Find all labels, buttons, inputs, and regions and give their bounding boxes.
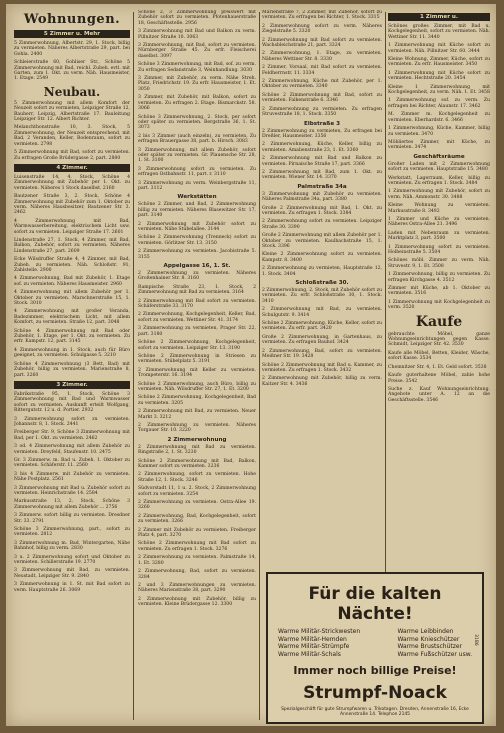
ad-items xyxy=(268,624,482,658)
category-band: 4 Zimmer. xyxy=(14,164,130,172)
subheading: Elbstraße 3 xyxy=(304,120,340,127)
classified-ad: 3 Zimmerwohnung, mit allem Zubehör, sofort oder später zu vermieten. Gr. Plauensche Str. 28, 1. St. 3100 xyxy=(138,147,256,164)
column-3 xyxy=(262,10,382,566)
classified-ad: 4 Zimmerwohnung mit allem Zubehör per 1. Oktober zu vermieten. Marschnerstraße 15, 1. Stock. 3010 xyxy=(14,290,130,307)
classified-ad: Kleine 1 Zimmerwohnung mit Kochgelegenheit, zu verm. Näh. 1. Et. 3458 xyxy=(388,84,490,96)
classified-ad: 2 Zimmerwohnung, Bad, sofort zu vermieten. 3284 xyxy=(138,569,256,580)
classified-ad: Schönes großes Zimmer, mit Bad u. Kochgelegenheit, sofort zu vermieten. Näh. Wettiner Str. 11. 3440 xyxy=(388,24,490,40)
classified-ad: 2 Zimmer, Vorsaal, mit Bad sofort zu vermieten. Feldherrnstr. 11. 3334 xyxy=(262,65,382,76)
classified-ad: Möbliertes Zimmer, mit Küche, zu vermieten. 3474 xyxy=(388,139,490,151)
classified-ad: Rampische Straße 23, 1. Stock, 2 Zimmerwohnung mit Bad zu vermieten. 3164 xyxy=(138,284,256,296)
classified-ad: 2 Zimmerwohnung mit Bad, zu vermieten. Neuer Markt 3. 3212 xyxy=(138,409,256,420)
classified-ad: Schleierstraße 60, Gohliser Str., Schöne 5 Zimmerwohnung mit Bad, reichl. Zubeh. evtl. mit Garten, zum 1. Okt. zu verm. Näh. Hausmeister, 1. Etage. 2549 xyxy=(14,60,130,82)
classified-ad: 3 od. 4 Zimmerwohnung mit allem Zubehör zu vermieten. Dreyfeld, Staufenstr. 10. 2475 xyxy=(14,444,130,455)
classified-ad: Kleine Wohnung zu vermieten. Markusstraße 8. 3492 xyxy=(388,203,490,214)
classified-ad: Zimmer mit Küche, ab 1. Oktober zu vermieten. 3516 xyxy=(388,286,490,297)
classified-ad: Schöne 4 Zimmerwohnung mit Bad oder Zubehör, 1. Etage, per 1. Okt. zu vermieten. Zu erfr. Kampstr. 12, part. 3145 xyxy=(14,328,130,345)
ad-list xyxy=(262,129,382,181)
classified-ad: Fabrikstraße 95, 1. Stock, Schöne 3 Zimmerwohnung mit Bad und Warmwasser sofort zu vermieten. Auskunft erteilt Wolfgang, Rittergutstr. 12 u. d. Portier. 2932 xyxy=(14,391,130,414)
classified-ad: 1 Zimmerwohnung mit Küche sofort zu vermieten. Näh. Pillnitzer Str. 60. 3444 xyxy=(388,43,490,54)
ad-list xyxy=(388,162,490,311)
classified-ad: Marienstraße 7, 2 Zimmer, mit Zubehör, sofort zu vermieten. Zu erfragen bei Richter, 1. Stock. 3315 xyxy=(262,10,382,21)
subheading: Appelgasse 16, 1. St. xyxy=(163,263,231,270)
classified-ad: Schöne 2 Zimmerwohnung, Kochgelegenheit, sofort zu vermieten. Leipziger Str. 13. 3190 xyxy=(138,340,256,351)
classified-ad: 1 Zimmerwohnung mit Kochgelegenheit zu verm. 3520 xyxy=(388,299,490,311)
ad-list xyxy=(14,41,130,82)
classified-ad: Große 2 Zimmerwohnung mit allem Zubehör per 1. Oktober zu vermieten. Kaulbachstraße 15, 1. Stock. 3396 xyxy=(262,233,382,249)
classified-ad: Schöne 2 Zimmer, und Bad, 2 Zimmerwohnung billig zu vermieten. Näheres Blasewitzer Str. 17, part. 3140 xyxy=(138,202,256,219)
classified-ad: Schöne 2 Zimmerwohnung mit Bad sofort zu vermieten. Zu erfragen 1. Stock. 3276 xyxy=(138,541,256,552)
classified-ad: Große 2 Zimmerwohnung, in Gartenhaus, zu vermieten. Zu erfragen Bauhof. 3424 xyxy=(262,334,382,346)
classified-ad: 5 Zimmerwohnung mit Bad, sofort zu vermieten. Zu erfragen Große Brüdergasse 2, part. 2880 xyxy=(14,150,130,161)
column-rule xyxy=(133,12,134,720)
classified-ad: Bautzener Straße 3, 2. Stock, Schöne 4 Zimmerwohnung mit Zubehör zum 1. Oktober zu verm. Näheres Hausbesitzer, Bautzener Str. 3. 2462 xyxy=(14,194,130,216)
classified-ad: Chemnitzer Str. 4, 1. Et. Geld sofort. 3538 xyxy=(388,364,487,370)
classified-ad: 3 Zimmerwohnung zu verm. Weinbergstraße 11, part. 3112 xyxy=(138,180,256,191)
classified-ad: 2 Zimmerwohnung zu vermieten. Näheres Torgauer Str. 10. 3220 xyxy=(138,422,256,434)
classified-ad: 2 Zimmerwohnung sofort zu vermieten. Leipziger Straße 30. 3390 xyxy=(262,219,382,230)
ad-items-left xyxy=(278,628,360,658)
classified-ad: Südvorstadt 11, 1 u. 2. Stock, 2 Zimmerwohnung sofort zu vermieten. 3254 xyxy=(138,486,256,497)
ad-company-name: Strumpf-Noack xyxy=(303,683,447,703)
classified-ad: Kaufe alle Möbel, Betten, Kleider, Wäsche, sofort Kasse. 3534 xyxy=(388,350,490,362)
kaufe-heading: Kaufe xyxy=(415,313,463,330)
classified-ad: 3 Zimmer, mit Zubehör, zu verm. Nähe Streh. Platz, Friedrichstr. 19. Zu erfr. Hausmeister, 1. Et. 3050 xyxy=(138,76,256,92)
ad-item: Warme Leibbinden xyxy=(397,628,454,635)
classified-ad: M. Zimmer m. Kochgelegenheit zu vermieten. Eberhardstr. 6. 3466 xyxy=(388,112,490,123)
classified-ad: gebrauchte Möbel, ganze Wohnungseinrichtungen gegen Kasse. Schmidt, Leipziger Str. 42. 3530 xyxy=(388,331,490,348)
classified-ad: 3 Zimmerwohnung m. Bad, Wintergarten, Nähe Bahnhof, billig zu verm. 2830 xyxy=(14,540,130,552)
classified-ad: Schöne 2 Zimmerwohnung in Striesen zu vermieten. Stübelplatz 5. 3191 xyxy=(138,353,256,365)
classified-ad: 2 Zimmerwohnung zu vermieten. Zu erfragen Struvestraße 18, 1. Stock. 3350 xyxy=(262,106,382,118)
classified-ad: Gr. 3 Zimmerw. m. Bad u. Zubeh. 1. Oktober zu vermieten. Schäferstr. 11. 2560 xyxy=(14,457,130,469)
classified-ad: 2 Zimmerwohnung, Kochgelegenheit, Keller, Bad, sofort zu vermieten. Wettiner Str. 41. 3174 xyxy=(138,312,256,323)
classified-ad: 3 Zimmerwohnung mit Bad u. Zubehör sofort zu vermieten. Heinrichstraße 14. 2584 xyxy=(14,485,130,496)
classified-ad: 2 Zimmerwohnung mit Bad sofort zu vermieten. Wachsbleichstraße 21, part. 3324 xyxy=(262,37,382,49)
classified-ad: 3 Zimmerwohnung mit Zubehör zu vermieten. Näheres Palmstraße 34a, part. 3380 xyxy=(262,191,382,203)
ad-list xyxy=(138,271,256,434)
classified-ad: Laden mit Nebenraum zu vermieten. Marktplatz 3, part. 3500 xyxy=(388,230,490,242)
classified-ad: 2 Zimmerwohnung mit Keller zu vermieten. Trompeterstr. 16. 3194 xyxy=(138,367,256,379)
ad-list xyxy=(388,332,490,403)
subheading: Werkstätten xyxy=(177,194,217,201)
classified-ad: Kaufe guterhaltene Möbel, zahle hohe Preise. 3542 xyxy=(388,373,490,384)
classified-ad: 2 Zimmerwohnung mit Bad, zu vermieten. Schulgutstr. 9. 3414 xyxy=(262,307,382,318)
classified-ad: 2 Zimmerwohnung mit Bad, zum 1. Okt. zu vermieten. Wiener Str. 14. 3370 xyxy=(262,169,382,181)
classified-ad: 2 Zimmerwohnung zu vermieten. Jacobistraße 5. 3155 xyxy=(138,249,256,260)
classified-ad: Schöne 2, 3 Zimmerwohnung preiswert mit Zubehör sofort zu vermieten. Pfotenhauerstraße 18, Geschäftsstelle. 2956 xyxy=(138,10,256,26)
ad-list xyxy=(138,445,256,608)
classified-ad: 5 Zimmerwohnung mit allem Komfort der Neuzeit sofort zu vermieten, Leipziger Straße 12, Bauherr, Leipzig, Albertstraße 17. Bauleitung Leipziger Str. 12. Albert Richter. xyxy=(14,100,130,123)
classified-ad: Schöne 2 Zimmerwohnung mit Bad, Balkon, Kammer sofort zu vermieten. 3236 xyxy=(138,458,256,469)
column-rule xyxy=(259,12,260,720)
classified-ad: 1 Zimmerwohnung sof. zu verm. Zu erfragen bei Richter, Alaunstr. 17. 3462 xyxy=(388,98,490,109)
classified-ad: 1 Zimmer und Küche zu vermieten. Näheres Ostra-Allee 21. 3496 xyxy=(388,216,490,228)
classified-ad: Schöne 2 Zimmerwohnung, auch Büro, billig zu vermieten. Näh. Wilsdruffer Str. 27, 1. Et. 3200 xyxy=(138,381,256,392)
classified-ad: 2 Zimmerwohnung, Bad, sofort zu vermieten. Meißner Str. 19. 3428 xyxy=(262,348,382,360)
ad-items-right xyxy=(397,628,472,658)
classified-ad: 2 Zimmerwohnung mit Zubehör sofort zu vermieten. Nähe Stübelallee. 3144 xyxy=(138,221,256,232)
column-2 xyxy=(138,10,256,722)
classified-ad: Ecke Wilsdruffer Straße 4, 4 Zimmer, mit Bad, Zubeh. zu vermieten. Näh. Schloßstr. 91, Zahlstelle. 2900 xyxy=(14,257,130,273)
classified-ad: 2 Zimmer mit Zubehör zu vermieten. Freiberger Platz 4, part. 3270 xyxy=(138,527,256,539)
classified-ad: Kleine Wohnung, Zimmer, Küche, sofort zu vermieten. Zu erfr. Hausmeister. 3450 xyxy=(388,57,490,68)
classified-ad: 3 Zimmerwohnung mit Bad, zu vermieten. Neustadt, Leipziger Str. 9. 2840 xyxy=(14,568,130,579)
classified-ad: Melanchthonstraße 10, 3. Stock, 5 Zimmerwohnung, der Neuzeit entsprechend, mit Bad, 2 Veranden, Keller, Bodenraum, sofort zu vermieten. 2798 xyxy=(14,125,130,147)
ad-slogan: Immer noch billige Preise! xyxy=(293,664,457,677)
subheading: Geschäftsräume xyxy=(413,153,465,160)
classified-ad: 3 Zimmerwohnung, mit Bad, sofort zu vermieten. Nürnberger Straße 45. Zu erfr. Fleischerei daselbst. 3097 xyxy=(138,43,256,59)
classified-ad: 1 Zimmerwohnung sofort zu vermieten. Holbeinstraße 5. 3504 xyxy=(388,244,490,255)
classified-ad: 2 Zimmerwohnung mit Zubehör, billig zu verm. Kaitzer Str. 4. 3436 xyxy=(262,376,382,387)
classified-ad: Werkstatt, Lagerraum, Keller, billig zu vermieten. Zu erfragen 1. Stock. 3484 xyxy=(388,175,490,186)
classified-ad: 2 Zimmerwohnung, Küche mit Zubehör, per 1. Oktober zu vermieten. 3340 xyxy=(262,79,382,90)
classified-ad: 4 Zimmerwohnung mit Bad, Warmwasserbereitung, elektrischem Licht usw. sofort zu vermieten. Leipziger Straße 17. 2601 xyxy=(14,218,130,235)
classified-ad: 4 Zimmerwohnung, Bad mit Zubehör, 1. Etage sof. zu vermieten. Näheres Hausmeister. 2960 xyxy=(14,276,130,287)
classified-ad: 4 Zimmerwohnung in 1. Stock, auch für Büro geeignet, zu vermieten. Schulgasse 5. 3210 xyxy=(14,347,130,359)
ad-item: Warme Fußschützer usw. xyxy=(397,650,472,658)
classified-ad: 2 Zimmerwohnung mit Bad und Balkon zu vermieten. Pirnaische Straße 17, part. 3366 xyxy=(262,156,382,167)
classified-ad: Lindenstraße 27, 1. Stock, 4 Zimmer, mit Bad, Balkon, Zubehör, sofort zu vermieten. Näheres Lindenstraße 27, part. 2609 xyxy=(14,237,130,254)
ad-list xyxy=(14,101,130,161)
classified-ad: 1 Zimmerwohnung mit Küche sofort zu vermieten. Hechtstraße 20. 3454 xyxy=(388,70,490,82)
ad-item: Warme Brustschützer xyxy=(397,643,463,650)
ad-address: Spezialgeschäft für gute Strumpfwaren u. Trikotagen. Dresden, Annenstraße 16, Ecke Annenstraße 14. Telephon 2145 xyxy=(281,707,469,718)
classified-ad: 2 bis 3 Zimmer (auch einzeln), zu vermieten, Zu erfragen Brauergasse 38, part. b. Hirsch. 3083 xyxy=(138,133,256,145)
classified-ad: Große 2 Zimmerwohnung mit Bad, 1. Okt. zu vermieten. Zu erfragen 1. Stock. 3384 xyxy=(262,205,382,216)
classified-ad: Großer Laden mit 2 Zimmerwohnung sofort zu vermieten. Hauptstraße 15. 3480 xyxy=(388,161,490,173)
section-heading-neubau: Neubau. xyxy=(43,84,101,99)
classified-ad: 3 Zimmerwohnung mit Bad und Balkon zu verm. Pillnitzer Straße 10. 3063 xyxy=(138,29,256,40)
ad-item: Warme Militär-Hemden xyxy=(278,635,347,643)
classified-ad: 2 Zimmerwohnung, Küche, Keller, billig zu vermieten. Amalienstraße 23, 1. Et. 3360 xyxy=(262,142,382,153)
classified-ad: 2 Zimmerwohnung zu vermieten, Hauptstraße 12, 1. Stock. 3404 xyxy=(262,266,382,277)
classified-ad: 2 Zimmerwohnung zu vermieten. Ostra-Allee 19. 3260 xyxy=(138,500,256,511)
newspaper-page xyxy=(6,4,496,726)
ad-list xyxy=(388,24,490,151)
strumpf-noack-advertisement xyxy=(266,572,484,724)
classified-ad: Schönes möbl. Zimmer zu verm. Näh. Struvestr. 9, 1. Et. 3508 xyxy=(388,258,490,269)
ad-item: Warme Militär-Strümpfe xyxy=(278,643,350,650)
ad-list xyxy=(14,175,130,378)
classified-ad: Luisenstraße 14, 4. Stock, Schöne 4 Zimmerwohnung mit Zubehör per 1. Okt. zu vermieten. Näheres 1 Stock daselbst. 2160 xyxy=(14,174,130,191)
subheading: Schloßstraße 30. xyxy=(295,280,349,287)
ad-list xyxy=(138,10,256,191)
classified-ad: 3 Zimmerwohnung in 1. St. mit Bad sofort zu verm. Hauptstraße 26. 3069 xyxy=(14,582,130,593)
classified-ad: Schöne 2 Zimmerwohnung (Trenneck) sofort zu vermieten. Görlitzer Str. 13. 3150 xyxy=(138,235,256,246)
section-heading-wohnungen: Wohnungen. xyxy=(23,12,121,27)
ad-item: Warme Militär-Strickwesten xyxy=(278,628,361,635)
subheading: 2 Zimmerwohnung xyxy=(167,436,227,443)
classified-ad: Schöne 2 Zimmerwohnung, Küche, Keller, sofort zu vermieten. Zu erfr. part. 3420 xyxy=(262,321,382,332)
classified-ad: 2 Zimmerwohnung, Bad, Kochgelegenheit, sofort zu vermieten. 3266 xyxy=(138,513,256,525)
ad-list xyxy=(262,10,382,118)
classified-ad: 2 Zimmerwohnung, 2. Stock, mit Zubehör sofort zu vermieten. Zu erfr. Schloßstraße 30, 1. Stock. 3410 xyxy=(262,288,382,304)
category-band: 1 Zimmer u. xyxy=(388,13,490,21)
category-band: 5 Zimmer u. Mehr xyxy=(14,30,130,38)
classified-ad: 3 Zimmerwohnung zu vermieten, Prager Str. 22, part. 3180 xyxy=(138,326,256,337)
classified-ad: 1 Zimmerwohnung, Küche, Kammer, billig zu vermieten. 3470 xyxy=(388,126,490,137)
classified-ad: 1 Zimmerwohnung mit Zubehör, sofort zu verm. Näh. Ammonstr. 30. 3488 xyxy=(388,189,490,200)
column-4 xyxy=(388,10,490,566)
classified-ad: 4 Zimmerwohnung mit großer Veranda, Badezimmer, elektrischem Licht, mit allem Komfort, zu vermieten. Straße 12, part. 3048 xyxy=(14,309,130,326)
classified-ad: Suche z. Kauf Wohnungseinrichtung. Angebote unter A. 12 an die Geschäftsstelle. 3546 xyxy=(388,386,490,403)
classified-ad: Schöne 2 Zimmerwohnung mit Bad u. Kammer, zu vermieten. Zu erfragen 1. Stock. 3432 xyxy=(262,362,382,373)
ad-side-number: 3186 xyxy=(473,634,478,646)
classified-ad: 2 Zimmerwohnung, 1. Etage, zu vermieten. Näheres Wettiner Str. 8. 3330 xyxy=(262,51,382,62)
classified-ad: Schöne 3 Zimmerwohnung, 2. Stock, per sofort oder später zu vermieten. Bergstraße 36, 1. St. 3073 xyxy=(138,114,256,131)
classified-ad: Schöne 4 Zimmerwohnung (3 Bett, Bad) mit Zubehör, billig zu vermieten. Marienstraße 8, part. 3260 xyxy=(14,361,130,378)
ad-list xyxy=(138,202,256,260)
category-band: 3 Zimmer. xyxy=(14,381,130,389)
subheading: Palmstraße 34a xyxy=(297,183,347,190)
classified-ad: 2 Zimmerwohnung, sofort zu vermieten. Hohe Straße 12, 1. Stock. 3246 xyxy=(138,472,256,483)
ad-title: Für die kalten Nächte! xyxy=(308,584,442,624)
classified-ad: Schöne 2 Zimmerwohnung mit Bad, sofort zu vermieten. Falkenstraße 6. 3346 xyxy=(262,92,382,104)
classified-ad: 1 Zimmerwohnung, billig zu vermieten. Zu erfragen Kirchgasse 4. 3512 xyxy=(388,272,490,283)
classified-ad: Markusstraße 13, 2. Stock, Schöne 3 Zimmerwohnung mit allem Zubehör ... 2756 xyxy=(14,499,130,510)
ad-item: Warme Militär-Schals xyxy=(278,650,341,658)
ad-item: Warme Knieschützer xyxy=(397,635,460,643)
classified-ad: 3 Zimmerwohnung sofort zu vermieten. Zu erfragen Ostbahnstr. 11, part. r. 3110 xyxy=(138,166,256,178)
classified-ad: 2 und 3 Zimmerwohnungen zu vermieten. Näheres Marienstraße 38, part. 3290 xyxy=(138,582,256,594)
classified-ad: 2 Zimmerwohnung mit Bad zu vermieten. Ringstraße 2, 1. St. 3230 xyxy=(138,444,256,456)
classified-ad: Schöne 2 Zimmerwohnung, Kochgelegenheit, Bad zu vermieten. 3205 xyxy=(138,395,256,406)
ad-list xyxy=(262,288,382,387)
classified-ad: 2 Zimmerwohnung sofort zu verm. Näheres Ziegelstraße 5. 3320 xyxy=(262,23,382,35)
classified-ad: 2 Zimmerwohnung mit Zubehör, billig zu vermieten. Kleine Brüdergasse 12. 3300 xyxy=(138,596,256,608)
classified-ad: 2 Zimmerwohnung mit Bad sofort zu vermieten. Schäferstraße 33. 3170 xyxy=(138,298,256,310)
column-1 xyxy=(14,10,130,722)
classified-ad: 2 Zimmerwohnung zu vermieten, Zu erfragen bei Dreßler, Hausmeister. 3356 xyxy=(262,128,382,139)
ad-list xyxy=(14,392,130,593)
classified-ad: Schöne 3 Zimmerwohnung, part., sofort zu vermieten. 2812 xyxy=(14,527,130,538)
classified-ad: 3 Zimmer, mit Zubehör, mit Balkon, sofort zu vermieten. Zu erfragen 2. Etage. Bismarckstr. 58. 3066 xyxy=(138,95,256,112)
classified-ad: Kleine 2 Zimmerwohnung sofort zu vermieten. Kampstr. 8. 3400 xyxy=(262,252,382,263)
classified-ad: 3 Zimmerw. sofort billig zu vermieten. Dresdner Str. 33. 2791 xyxy=(14,513,130,524)
classified-ad: 3 Zimmerwohnung sofort zu vermieten. Johannstr. 8, 1. Stock. 2441 xyxy=(14,416,130,427)
classified-ad: 2 Zimmerwohnung zu vermieten. Palmstraße 14, 1. Et. 3280 xyxy=(138,555,256,566)
classified-ad: Schöne 3 Zimmerwohnung, mit Bad, sof. zu verm. Zu erfragen Sedanstraße 3, Weinhandlung. 3030 xyxy=(138,62,256,73)
classified-ad: 3 u. 2 Zimmerwohnung sofort und Oktober zu vermieten. Schillerstraße 19. 2770 xyxy=(14,554,130,566)
classified-ad: 5 Zimmerwohnung, Albertstr. 29, 1. Stock, billig zu vermieten. Näheres Albertstraße 29, part. bei Gohla. 2400 xyxy=(14,41,130,57)
classified-ad: 3 bis 4 Zimmerw. mit Zubehör zu vermieten. Nähe Postplatz. 2561 xyxy=(14,471,130,483)
ad-list xyxy=(262,192,382,277)
classified-ad: Freiberger Str. 9, Schöne 3 Zimmerwohnung mit Bad, per 1. Okt. zu vermieten. 2462 xyxy=(14,430,130,441)
classified-ad: 2 Zimmerwohnung zu vermieten. Näheres Großenhainer Str. 8. 3160 xyxy=(138,271,256,282)
